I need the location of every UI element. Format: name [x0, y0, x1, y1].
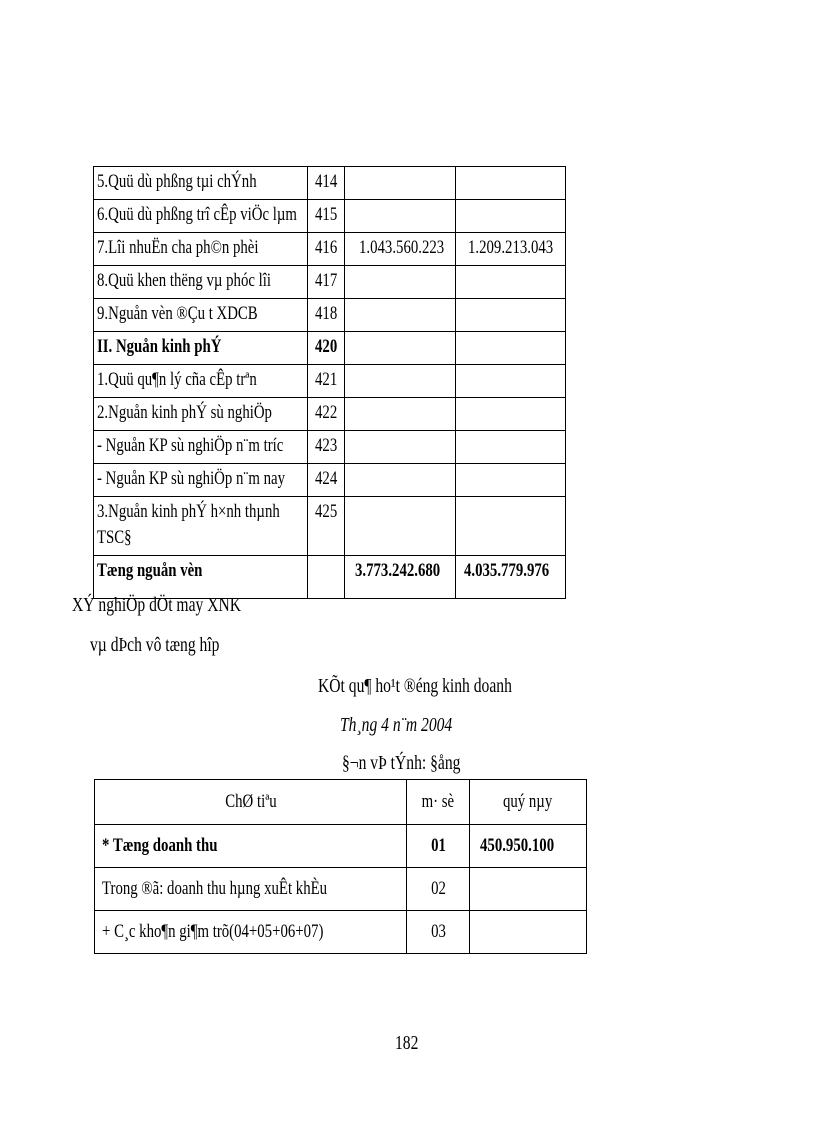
- row-code: 420: [308, 332, 345, 365]
- row-code: 424: [308, 464, 345, 497]
- table-header-row: [95, 780, 587, 825]
- table-row: [94, 332, 566, 365]
- row-value-1: [345, 365, 456, 398]
- row-value-2: [456, 266, 566, 299]
- row-name: 1.Quü qu¶n lý cña cÊp trªn: [94, 365, 308, 398]
- row-value-2: 1.209.213.043: [456, 233, 566, 266]
- row-name: 5.Quü dù phßng tµi chÝnh: [94, 167, 308, 200]
- division-name: vµ dÞch vô tæng hîp: [90, 634, 220, 656]
- row-value-2: [456, 497, 566, 556]
- row-code: 425: [308, 497, 345, 556]
- row-code: 414: [308, 167, 345, 200]
- row-code: 418: [308, 299, 345, 332]
- row-value-1: [345, 497, 456, 556]
- row-value-2: [456, 464, 566, 497]
- row-value-1: 1.043.560.223: [345, 233, 456, 266]
- row-value-2: [456, 332, 566, 365]
- table-row: [94, 497, 566, 556]
- row-code: 422: [308, 398, 345, 431]
- row-value-1: [345, 200, 456, 233]
- row-name: 2.Nguån kinh phÝ sù nghiÖp: [94, 398, 308, 431]
- table-row: [94, 266, 566, 299]
- row-value-2: [456, 398, 566, 431]
- row-name: 6.Quü dù phßng trî cÊp viÖc lµm: [94, 200, 308, 233]
- row-value-2: 4.035.779.976: [456, 556, 566, 599]
- table-row: [95, 825, 587, 868]
- row-name: Trong ®ã: doanh thu hµng xuÊt khÈu: [95, 868, 407, 911]
- company-name: XÝ nghiÖp dÖt may XNK: [72, 594, 241, 616]
- row-code: 416: [308, 233, 345, 266]
- balance-sheet-table: [93, 166, 566, 599]
- row-code: 417: [308, 266, 345, 299]
- row-name: 9.Nguån vèn ®Çu t XDCB: [94, 299, 308, 332]
- table-row: [94, 398, 566, 431]
- page-number: 182: [395, 1032, 419, 1054]
- row-value-2: [456, 299, 566, 332]
- table-row: [94, 365, 566, 398]
- income-statement-table: [94, 779, 587, 954]
- row-name: 8.Quü khen thëng vµ phóc lîi: [94, 266, 308, 299]
- row-value-1: [345, 266, 456, 299]
- row-value-1: [345, 431, 456, 464]
- row-code: 01: [407, 825, 470, 868]
- row-code: 423: [308, 431, 345, 464]
- row-name: - Nguån KP sù nghiÖp n¨m tríc: [94, 431, 308, 464]
- row-value-1: [345, 167, 456, 200]
- table-row: [94, 464, 566, 497]
- row-value-1: [345, 464, 456, 497]
- report-unit: §¬n vÞ tÝnh: §ång: [342, 752, 461, 774]
- row-value-2: [456, 200, 566, 233]
- row-name: 3.Nguån kinh phÝ h×nh thµnh TSC§: [94, 497, 308, 556]
- row-value-2: [456, 365, 566, 398]
- row-value: [470, 911, 587, 954]
- row-value-1: [345, 299, 456, 332]
- row-code: 03: [407, 911, 470, 954]
- row-value-2: [456, 167, 566, 200]
- header-code: m· sè: [407, 780, 470, 825]
- row-code: [308, 556, 345, 599]
- row-code: 02: [407, 868, 470, 911]
- table-row: [94, 200, 566, 233]
- row-value: [470, 868, 587, 911]
- report-title: KÕt qu¶ ho¹t ®éng kinh doanh: [318, 675, 512, 697]
- table-row: [94, 299, 566, 332]
- table-row-total: [94, 556, 566, 599]
- header-value: quý nµy: [470, 780, 587, 825]
- row-name: 7.Lîi nhuËn cha ph©n phèi: [94, 233, 308, 266]
- report-month: Th¸ng 4 n¨m 2004: [340, 714, 453, 736]
- table-row: [94, 233, 566, 266]
- row-value-2: [456, 431, 566, 464]
- row-value-1: 3.773.242.680: [345, 556, 456, 599]
- table-row: [94, 167, 566, 200]
- row-value: 450.950.100: [470, 825, 587, 868]
- row-code: 421: [308, 365, 345, 398]
- table-row: [94, 431, 566, 464]
- header-indicator: ChØ tiªu: [95, 780, 407, 825]
- row-value-1: [345, 398, 456, 431]
- row-name: * Tæng doanh thu: [95, 825, 407, 868]
- row-value-1: [345, 332, 456, 365]
- row-name: + C¸c kho¶n gi¶m trõ(04+05+06+07): [95, 911, 407, 954]
- table-row: [95, 868, 587, 911]
- row-name: Tæng nguån vèn: [94, 556, 308, 599]
- row-name: II. Nguån kinh phÝ: [94, 332, 308, 365]
- table-row: [95, 911, 587, 954]
- row-code: 415: [308, 200, 345, 233]
- row-name: - Nguån KP sù nghiÖp n¨m nay: [94, 464, 308, 497]
